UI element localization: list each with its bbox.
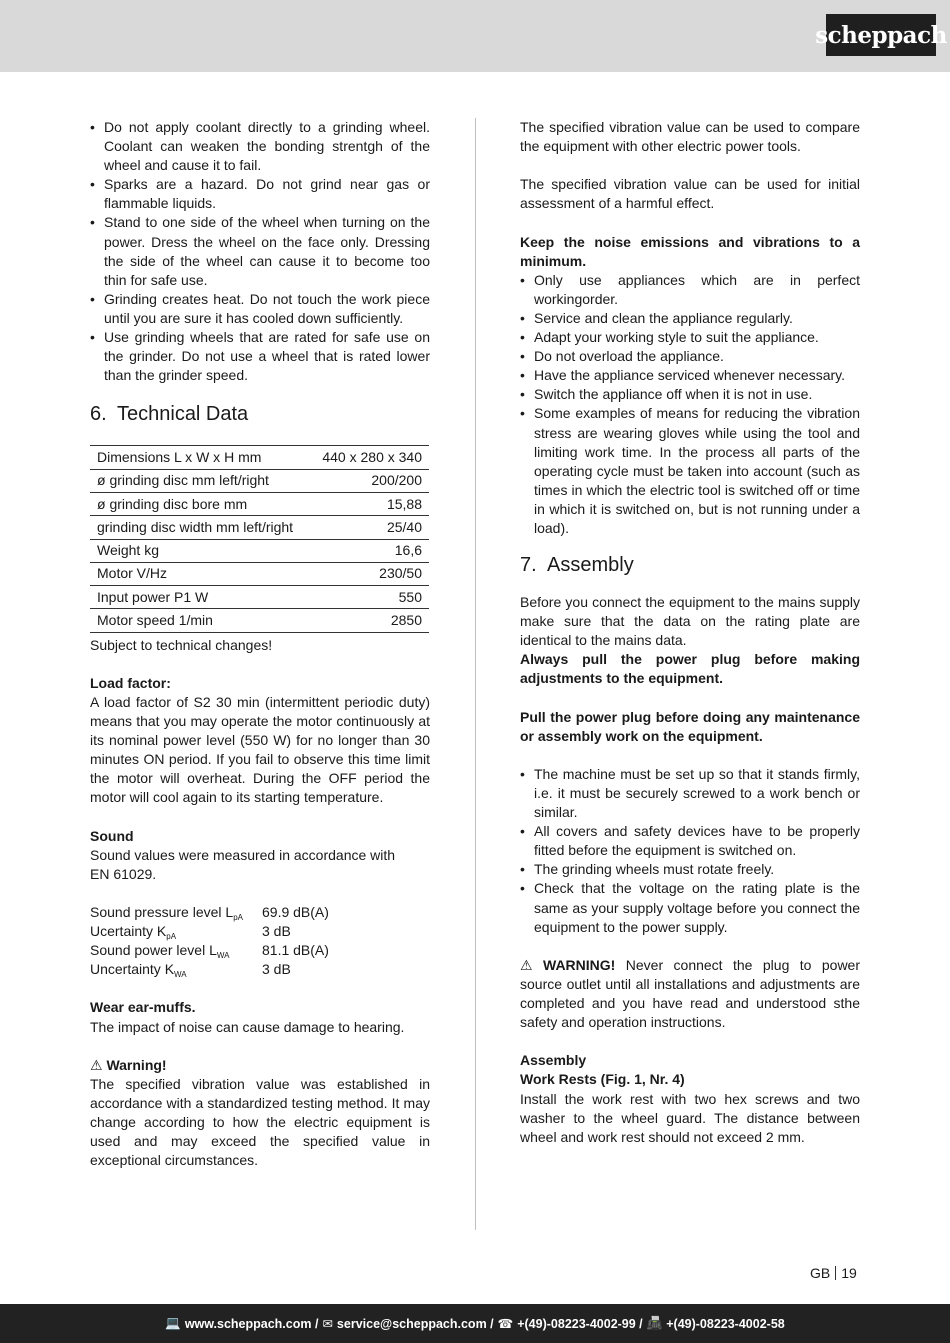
- vibration-bullet-list: [520, 271, 860, 538]
- table-row: [90, 609, 429, 632]
- list-item: • Service and clean the appliance regularly.: [520, 309, 860, 328]
- list-item: • Grinding creates heat. Do not touch the work piece until you are sure it has cooled down sufficiently.: [90, 290, 430, 328]
- list-item: • The grinding wheels must rotate freely.: [520, 860, 860, 879]
- vibration-text-compare: The specified vibration value can be used to compare the equipment with other electric power tools.: [520, 119, 860, 155]
- warning-icon: ⚠: [520, 956, 533, 973]
- table-cell-label: ø grinding disc mm left/right: [90, 469, 310, 492]
- page-language: GB: [810, 1265, 831, 1281]
- sound-value: 69.9 dB(A): [262, 904, 329, 920]
- load-factor-text: A load factor of S2 30 min (intermittent periodic duty) means that you may operate the motor continuously at its nominal power level (550 W) for no longer than 30 minutes ON period. If you fail to observe this time limit the motor will overheat. During the OFF period the motor will cool again to its starting temperature.: [90, 693, 430, 806]
- page-number-value: 19: [841, 1265, 857, 1281]
- assembly-warning: [520, 956, 860, 1032]
- list-item: • Have the appliance serviced whenever necessary.: [520, 366, 860, 385]
- page-footer: [0, 1304, 950, 1343]
- sound-value-label: Sound pressure level $L_{pA}$: [90, 904, 243, 922]
- warning-text: The specified vibration value was established in accordance with a standardized testing method. It may change according to how the electric equipment is used and may exceed the specified value in exceptional circumstances.: [90, 1075, 430, 1169]
- load-factor-heading: Load factor:: [90, 674, 171, 691]
- sound-values: [90, 903, 430, 979]
- phone-icon: ☎: [497, 1317, 514, 1331]
- list-item: • Do not apply coolant directly to a grinding wheel. Coolant can weaken the bonding strentgh of the wheel and cause it to fail.: [90, 118, 430, 175]
- table-cell-label: Input power P1 W: [90, 586, 310, 609]
- assembly-subheading: Assembly: [520, 1052, 587, 1069]
- list-item: • Do not overload the appliance.: [520, 347, 860, 366]
- sound-value: 3 dB: [262, 923, 291, 940]
- list-item: • Some examples of means for reducing the vibration stress are wearing gloves while using the tool and limiting work time. In the process all parts of the operating cycle must be taken into account (such as times in which the electric tool is switched off or time in which it is switched on, but is not running under a load).: [520, 404, 860, 538]
- right-column: [520, 118, 860, 1147]
- list-item: • Check that the voltage on the rating plate is the same as your supply voltage before you connect the equipment to the power supply.: [520, 879, 860, 936]
- list-item: • Switch the appliance off when it is not in use.: [520, 385, 860, 404]
- list-item: • Adapt your working style to suit the appliance.: [520, 328, 860, 347]
- warning-label: WARNING!: [543, 956, 616, 973]
- technical-data-table: [90, 445, 429, 632]
- sound-value-label: Uncertainty $K_{WA}$: [90, 961, 187, 980]
- sound-value: 81.1 dB(A): [262, 942, 329, 959]
- footer-fax: +(49)-08223-4002-58: [666, 1316, 785, 1331]
- table-cell-value: 230/50: [310, 562, 429, 585]
- sound-value-row: [90, 903, 430, 922]
- list-item: • Use grinding wheels that are rated for safe use on the grinder. Do not use a wheel that is rated lower than the grinder speed.: [90, 328, 430, 385]
- sound-value-label: Sound power level $L_{WA}$: [90, 942, 230, 961]
- subject-to-changes-note: Subject to technical changes!: [90, 636, 273, 653]
- page-header: [0, 0, 950, 72]
- table-row: [90, 562, 429, 585]
- section-number: 6.: [90, 403, 107, 426]
- table-cell-value: 440 x 280 x 340: [310, 446, 429, 469]
- work-rests-heading: Work Rests (Fig. 1, Nr. 4): [520, 1071, 685, 1088]
- fax-icon: 📠: [646, 1316, 663, 1330]
- ear-muffs-text: The impact of noise can cause damage to hearing.: [90, 1018, 405, 1035]
- table-row: [90, 539, 429, 562]
- warning-icon: ⚠: [90, 1056, 103, 1073]
- work-rests-text: Install the work rest with two hex screws and two washer to the wheel guard. The distance between wheel and work rest should not exceed 2 mm.: [520, 1090, 860, 1145]
- assembly-bold-notice: Pull the power plug before doing any maintenance or assembly work on the equipment.: [520, 708, 860, 744]
- sound-value: 3 dB: [262, 961, 291, 978]
- ear-muffs-heading: Wear ear-muffs.: [90, 999, 196, 1016]
- envelope-icon: ✉: [322, 1317, 333, 1331]
- table-cell-value: 550: [310, 586, 429, 609]
- list-item: • The machine must be set up so that it stands firmly, i.e. it must be securely screwed to a work bench or similar.: [520, 765, 860, 822]
- table-row: [90, 469, 429, 492]
- table-cell-label: Dimensions L x W x H mm: [90, 446, 310, 469]
- table-row: [90, 516, 429, 539]
- table-cell-label: ø grinding disc bore mm: [90, 492, 310, 515]
- assembly-bullet-list: [520, 765, 860, 937]
- computer-icon: 💻: [165, 1316, 181, 1330]
- section-heading-assembly: [520, 553, 860, 577]
- table-cell-value: 16,6: [310, 539, 429, 562]
- safety-bullet-list: [90, 118, 430, 385]
- page-number: [810, 1264, 857, 1283]
- list-item: • Stand to one side of the wheel when turning on the power. Dress the wheel on the face only. Dressing the side of the wheel can cause it to become too thin for safe use.: [90, 213, 430, 289]
- section-number: 7.: [520, 554, 537, 577]
- keep-minimum-heading: Keep the noise emissions and vibrations to a minimum.: [520, 233, 860, 269]
- section-title: Assembly: [547, 554, 634, 577]
- sound-value-row: [90, 960, 430, 979]
- section-heading-technical-data: [90, 402, 430, 426]
- left-column: [90, 118, 430, 1170]
- table-cell-value: 25/40: [310, 516, 429, 539]
- assembly-intro-text: Before you connect the equipment to the mains supply make sure that the data on the rating plate are identical to the mains data.: [520, 594, 860, 649]
- table-cell-value: 2850: [310, 609, 429, 632]
- table-cell-value: 15,88: [310, 492, 429, 515]
- warning-text: Never connect the plug to power source outlet until all installations and adjustments are completed and you have read and understood sthe safety and operation instructions.: [520, 956, 861, 1031]
- list-item: • All covers and safety devices have to be properly fitted before the equipment is switched on.: [520, 822, 860, 860]
- sound-value-row: [90, 941, 430, 960]
- table-row: [90, 446, 429, 469]
- table-row: [90, 492, 429, 515]
- sound-value-row: [90, 922, 430, 941]
- sound-text: Sound values were measured in accordance with EN 61029.: [90, 846, 396, 882]
- vibration-text-assessment: The specified vibration value can be used for initial assessment of a harmful effect.: [520, 176, 860, 212]
- section-title: Technical Data: [117, 403, 249, 426]
- column-divider: [475, 118, 476, 1230]
- table-cell-label: Motor speed 1/min: [90, 609, 310, 632]
- footer-website: www.scheppach.com /: [184, 1316, 319, 1331]
- footer-email: service@scheppach.com /: [336, 1316, 494, 1331]
- list-item: • Sparks are a hazard. Do not grind near gas or flammable liquids.: [90, 175, 430, 213]
- table-cell-value: 200/200: [310, 469, 429, 492]
- sound-heading: Sound: [90, 827, 134, 844]
- list-item: • Only use appliances which are in perfect workingorder.: [520, 271, 860, 309]
- table-cell-label: grinding disc width mm left/right: [90, 516, 310, 539]
- table-cell-label: Weight kg: [90, 539, 310, 562]
- table-cell-label: Motor V/Hz: [90, 562, 310, 585]
- sound-value-label: Ucertainty $K_{pA}$: [90, 923, 177, 942]
- scheppach-logo: scheppach: [826, 14, 936, 56]
- assembly-bold-notice: Always pull the power plug before making adjustments to the equipment.: [520, 651, 860, 687]
- table-row: [90, 586, 429, 609]
- warning-heading: ⚠ Warning!: [90, 1056, 430, 1075]
- footer-phone: +(49)-08223-4002-99 /: [517, 1316, 643, 1331]
